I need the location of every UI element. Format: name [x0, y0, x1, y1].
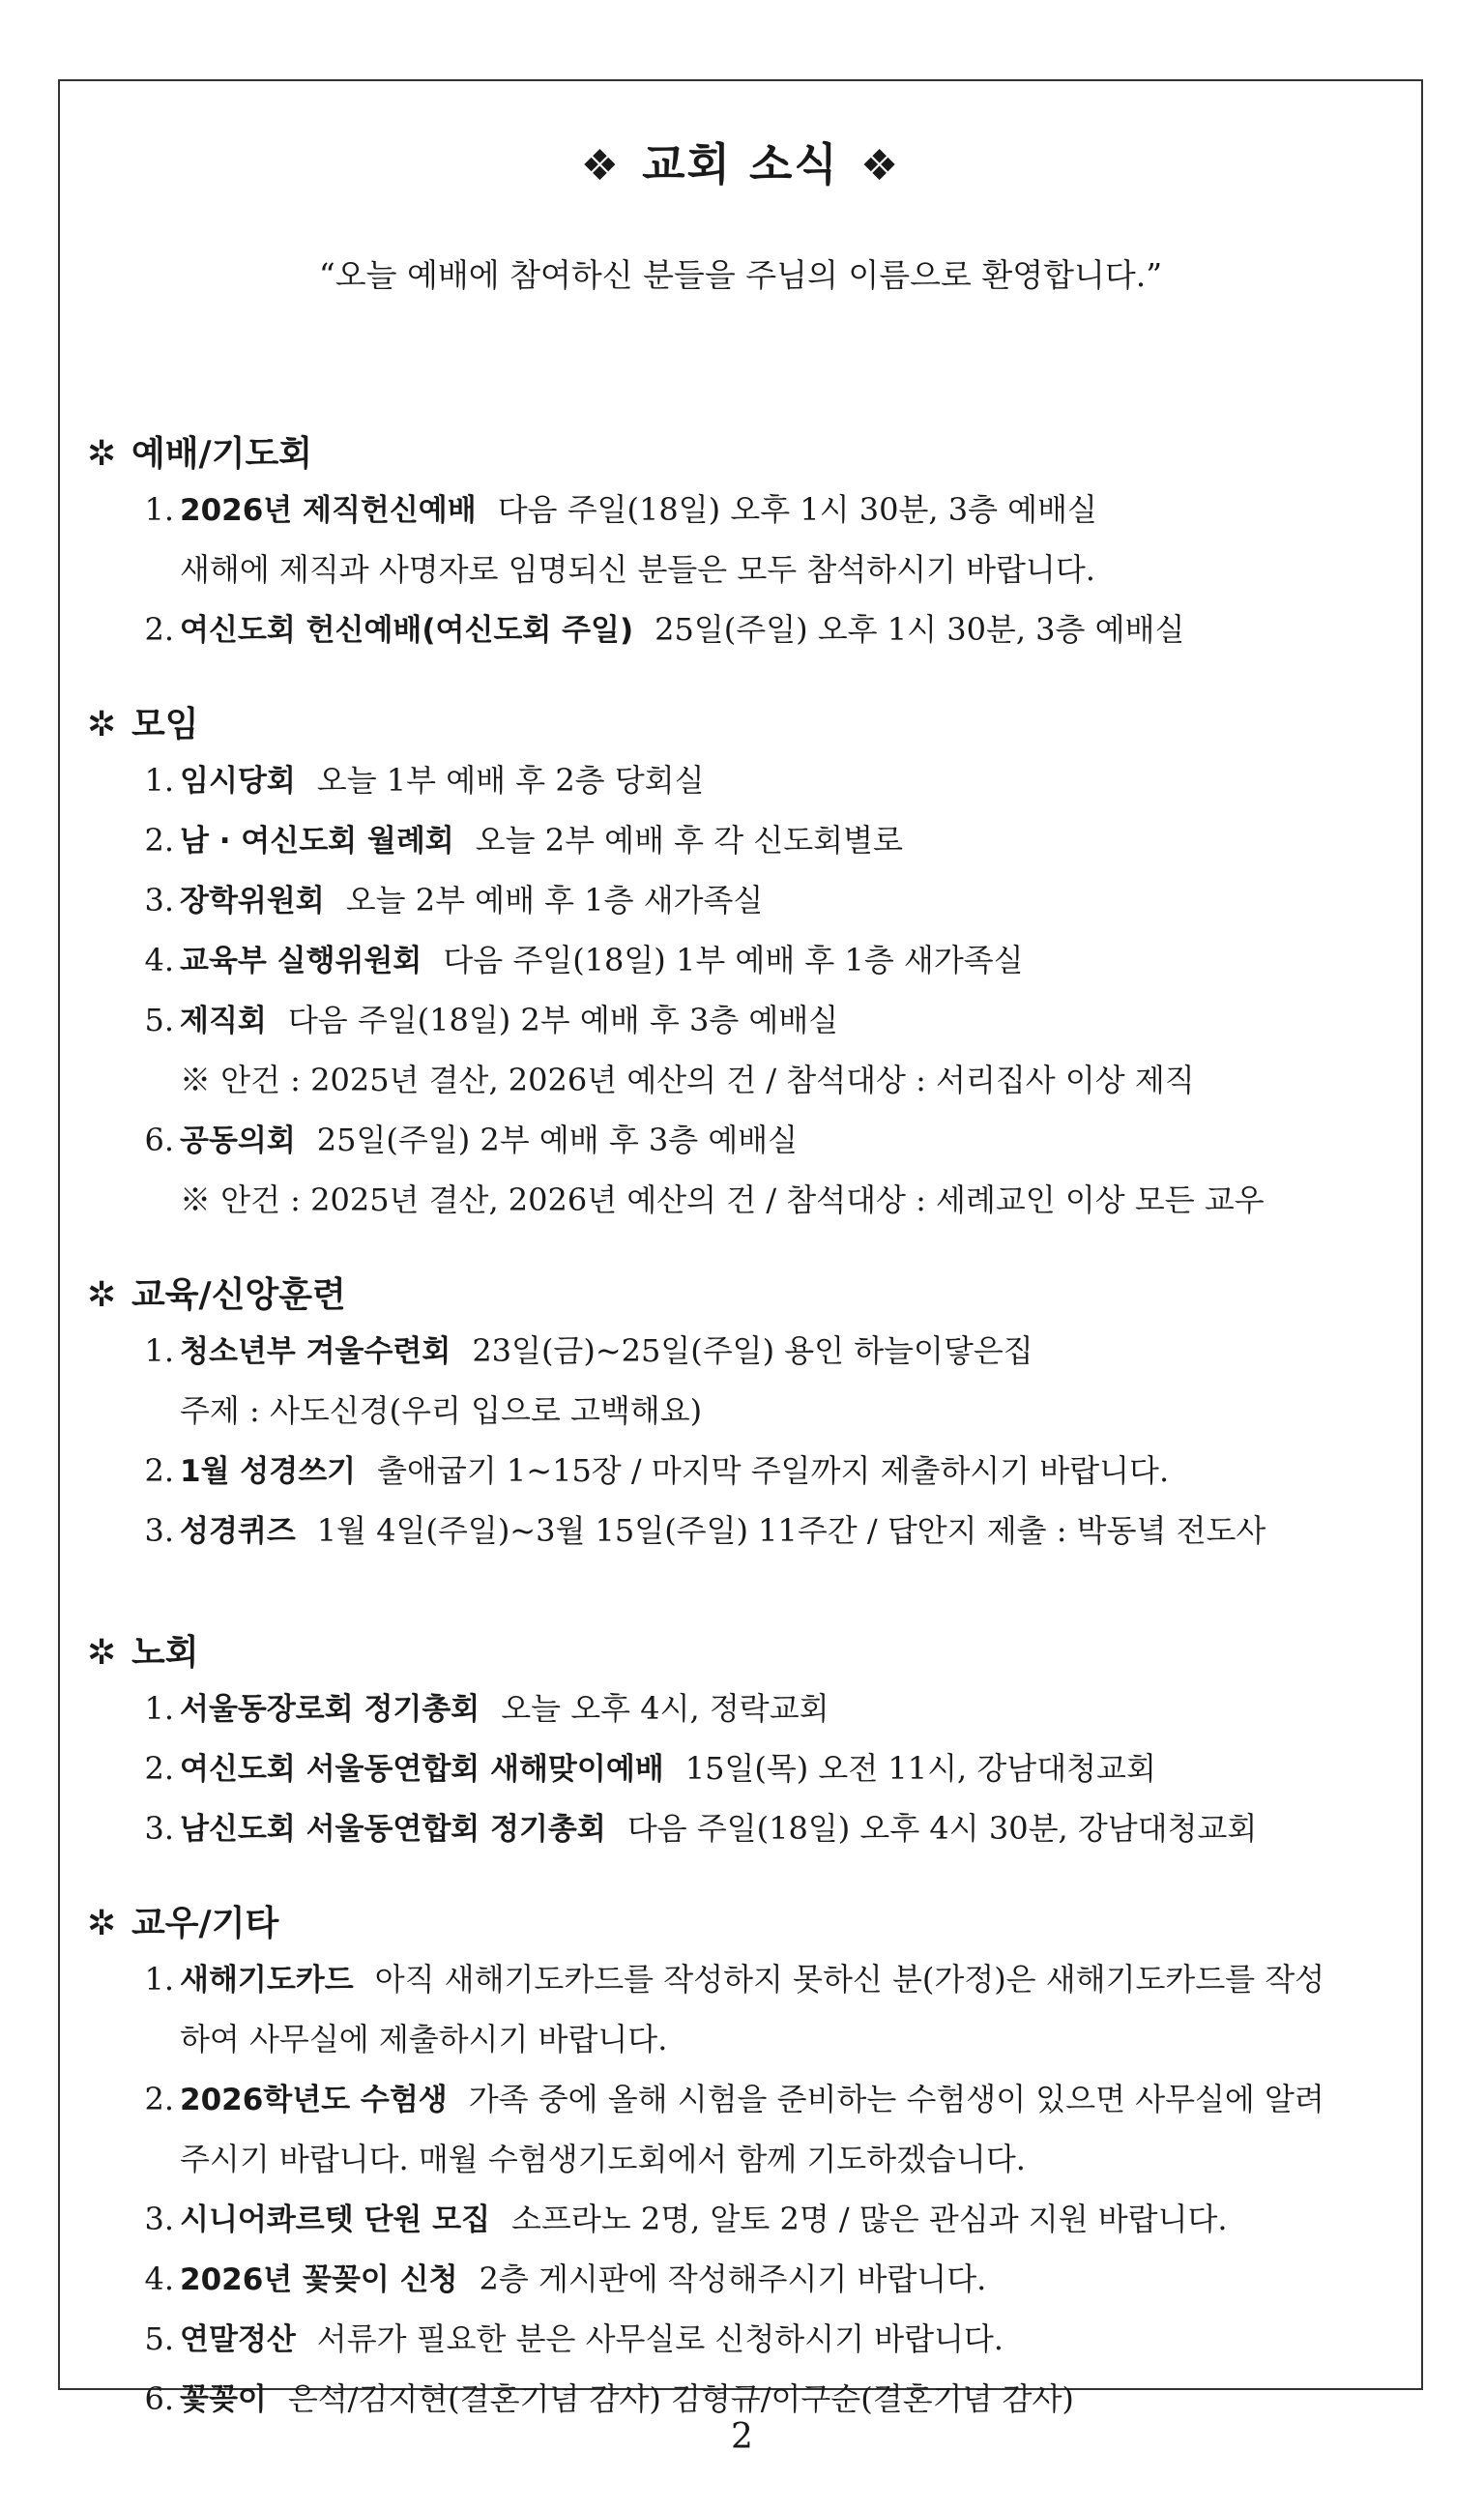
section-heading	[87, 700, 1394, 750]
item-title: 2026년 제직헌신예배	[180, 493, 477, 528]
diamond-ornament-icon: ❖	[859, 141, 901, 190]
section-heading-text: 교육/신앙훈련	[131, 1275, 346, 1315]
asterisk-bullet-icon: ✲	[87, 1275, 117, 1315]
item-detail: 다음 주일(18일) 오후 4시 30분, 강남대청교회	[626, 1810, 1258, 1847]
item-detail: 소프라노 2명, 알토 2명 / 많은 관심과 지원 바랍니다.	[511, 2201, 1228, 2237]
section	[87, 1899, 1394, 2429]
item-continuation: ※ 안건 : 2025년 결산, 2026년 예산의 건 / 참석대상 : 세례교인 이상 모든 교우	[180, 1182, 1265, 1218]
item-number: 1.	[144, 1961, 174, 1998]
announcement-item	[87, 1949, 1394, 2009]
item-detail: 출애굽기 1~15장 / 마지막 주일까지 제출하시기 바랍니다.	[377, 1452, 1170, 1489]
item-number: 6.	[144, 1122, 174, 1158]
item-title: 교육부 실행위원회	[180, 944, 422, 978]
item-number: 1.	[144, 491, 174, 528]
item-number: 2.	[144, 822, 174, 859]
page-title-text: 교회 소식	[642, 138, 839, 190]
item-continuation: ※ 안건 : 2025년 결산, 2026년 예산의 건 / 참석대상 : 서리집사 이상 제직	[180, 1062, 1195, 1098]
item-detail: 서류가 필요한 분은 사무실로 신청하시기 바랍니다.	[316, 2320, 1004, 2357]
item-detail: 오늘 1부 예배 후 2층 당회실	[316, 762, 705, 799]
announcement-item	[87, 750, 1394, 810]
section	[87, 1270, 1394, 1561]
section-heading	[87, 1270, 1394, 1321]
item-detail: 오늘 2부 예배 후 1층 새가족실	[345, 882, 764, 919]
item-number: 3.	[144, 2201, 174, 2237]
item-title: 청소년부 겨울수련회	[180, 1334, 451, 1369]
asterisk-bullet-icon: ✲	[87, 705, 117, 744]
item-title: 꽃꽂이	[180, 2382, 267, 2417]
item-detail: 1월 4일(주일)~3월 15일(주일) 11주간 / 답안지 제출 : 박동녘 전도사	[316, 1512, 1266, 1549]
section-heading	[87, 429, 1394, 480]
item-title: 새해기도카드	[180, 1963, 354, 1998]
section	[87, 1628, 1394, 1858]
item-detail: 가족 중에 올해 시험을 준비하는 수험생이 있으면 사무실에 알려	[468, 2081, 1324, 2117]
section-heading-text: 교우/기타	[131, 1904, 279, 1943]
item-title: 여신도회 헌신예배(여신도회 주일)	[180, 613, 634, 648]
item-detail: 오늘 2부 예배 후 각 신도회별로	[475, 822, 903, 859]
item-number: 2.	[144, 611, 174, 648]
item-continuation: 하여 사무실에 제출하시기 바랍니다.	[180, 2021, 668, 2057]
item-title: 연말정산	[180, 2322, 296, 2357]
announcement-item	[87, 2309, 1394, 2369]
item-number: 2.	[144, 1750, 174, 1787]
bulletin-frame	[58, 79, 1423, 2417]
item-detail: 2층 게시판에 작성해주시기 바랍니다.	[479, 2261, 987, 2297]
asterisk-bullet-icon: ✲	[87, 1904, 117, 1943]
announcement-item	[87, 2189, 1394, 2249]
item-detail: 15일(목) 오전 11시, 강남대청교회	[684, 1750, 1156, 1787]
item-continuation: 주시기 바랍니다. 매월 수험생기도회에서 함께 기도하겠습니다.	[180, 2141, 1026, 2177]
item-title: 남 · 여신도회 월례회	[180, 824, 454, 859]
announcement-item	[87, 480, 1394, 540]
announcement-item	[87, 1678, 1394, 1738]
announcement-item	[87, 2069, 1394, 2129]
page-title	[60, 130, 1421, 193]
announcement-item	[87, 930, 1394, 990]
announcement-item	[87, 870, 1394, 930]
item-title: 제직회	[180, 1004, 267, 1038]
welcome-message: “오늘 예배에 참여하신 분들을 주님의 이름으로 환영합니다.”	[318, 256, 1163, 294]
item-title: 공동의회	[180, 1123, 296, 1158]
item-number: 5.	[144, 1002, 174, 1038]
item-number: 3.	[144, 882, 174, 919]
item-detail: 25일(주일) 오후 1시 30분, 3층 예배실	[655, 611, 1185, 648]
section	[87, 429, 1394, 659]
section-heading-text: 노회	[131, 1633, 199, 1673]
announcement-item	[87, 2249, 1394, 2309]
item-title: 2026년 꽃꽂이 신청	[180, 2262, 458, 2297]
announcement-item	[87, 1738, 1394, 1798]
announcement-item	[87, 599, 1394, 659]
item-number: 1.	[144, 1690, 174, 1727]
item-number: 2.	[144, 2081, 174, 2117]
item-detail: 다음 주일(18일) 1부 예배 후 1층 새가족실	[443, 942, 1024, 978]
item-continuation: 주제 : 사도신경(우리 입으로 고백해요)	[180, 1392, 703, 1429]
item-number: 5.	[144, 2320, 174, 2357]
announcement-item	[87, 1501, 1394, 1561]
item-title: 여신도회 서울동연합회 새해맞이예배	[180, 1752, 664, 1787]
announcement-item	[87, 1441, 1394, 1501]
item-title: 1월 성경쓰기	[180, 1454, 357, 1489]
item-detail: 다음 주일(18일) 2부 예배 후 3층 예배실	[287, 1002, 839, 1038]
item-detail: 은석/김지현(결혼기념 감사) 김형규/이구순(결혼기념 감사)	[287, 2380, 1074, 2417]
announcement-item	[87, 1798, 1394, 1858]
section-heading-text: 예배/기도회	[131, 434, 313, 474]
item-number: 6.	[144, 2380, 174, 2417]
item-detail: 오늘 오후 4시, 정락교회	[501, 1690, 829, 1727]
announcement-item	[87, 810, 1394, 870]
section-heading	[87, 1628, 1394, 1678]
item-continuation: 새해에 제직과 사명자로 임명되신 분들은 모두 참석하시기 바랍니다.	[180, 551, 1095, 588]
asterisk-bullet-icon: ✲	[87, 434, 117, 474]
diamond-ornament-icon: ❖	[580, 141, 622, 190]
item-title: 임시당회	[180, 764, 296, 799]
item-title: 성경퀴즈	[180, 1514, 296, 1549]
section	[87, 700, 1394, 1230]
item-number: 2.	[144, 1452, 174, 1489]
item-title: 시니어콰르텟 단원 모집	[180, 2203, 491, 2237]
page-number: 2	[731, 2417, 753, 2457]
item-number: 1.	[144, 762, 174, 799]
announcement-item	[87, 990, 1394, 1050]
item-title: 서울동장로회 정기총회	[180, 1692, 480, 1727]
item-number: 3.	[144, 1810, 174, 1847]
section-heading-text: 모임	[131, 705, 199, 744]
item-title: 남신도회 서울동연합회 정기총회	[180, 1812, 606, 1847]
item-number: 4.	[144, 942, 174, 978]
item-detail: 23일(금)~25일(주일) 용인 하늘이닿은집	[472, 1332, 1033, 1369]
section-heading	[87, 1899, 1394, 1949]
asterisk-bullet-icon: ✲	[87, 1633, 117, 1673]
item-number: 1.	[144, 1332, 174, 1369]
announcement-item	[87, 1110, 1394, 1170]
item-number: 4.	[144, 2261, 174, 2297]
item-detail: 다음 주일(18일) 오후 1시 30분, 3층 예배실	[497, 491, 1097, 528]
item-title: 장학위원회	[180, 884, 325, 919]
announcement-item	[87, 1321, 1394, 1381]
item-detail: 25일(주일) 2부 예배 후 3층 예배실	[316, 1122, 799, 1158]
item-detail: 아직 새해기도카드를 작성하지 못하신 분(가정)은 새해기도카드를 작성	[374, 1961, 1325, 1998]
item-number: 3.	[144, 1512, 174, 1549]
item-title: 2026학년도 수험생	[180, 2083, 448, 2117]
